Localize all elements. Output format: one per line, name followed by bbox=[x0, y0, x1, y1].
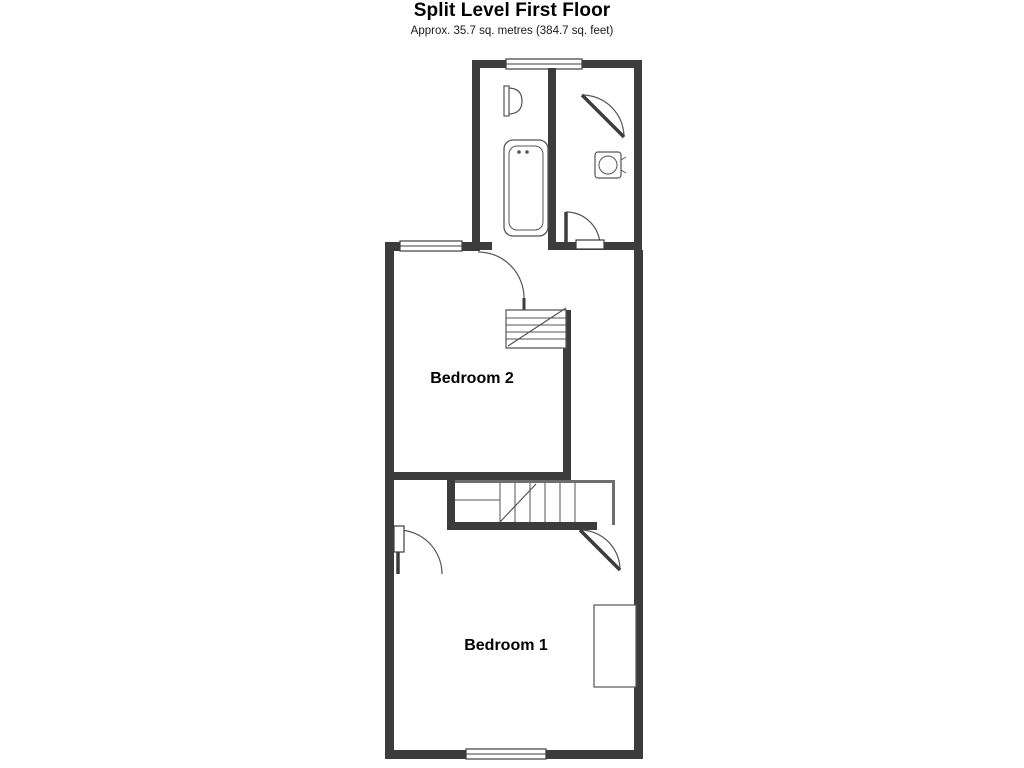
door-bedroom1-left bbox=[394, 526, 442, 574]
wash-basin-fixture bbox=[595, 152, 626, 178]
room-label-bedroom-1: Bedroom 1 bbox=[464, 637, 548, 654]
window-bathroom-top bbox=[506, 59, 582, 69]
window-bedroom1-bottom bbox=[466, 749, 546, 759]
room-label-bedroom-2: Bedroom 2 bbox=[430, 370, 514, 387]
door-bedroom2 bbox=[478, 252, 524, 310]
page-subtitle: Approx. 35.7 sq. metres (384.7 sq. feet) bbox=[410, 25, 614, 37]
bathroom-partition bbox=[548, 68, 556, 250]
staircase-upper bbox=[506, 308, 566, 348]
toilet-fixture bbox=[504, 86, 522, 116]
bathtub-fixture bbox=[504, 140, 548, 236]
page-title: Split Level First Floor bbox=[413, 0, 611, 21]
staircase-lower bbox=[447, 480, 615, 530]
door-landing-top bbox=[582, 95, 624, 137]
door-landing-right bbox=[580, 530, 620, 570]
wardrobe-fixture bbox=[594, 605, 636, 687]
window-bedroom2-top bbox=[400, 241, 462, 251]
